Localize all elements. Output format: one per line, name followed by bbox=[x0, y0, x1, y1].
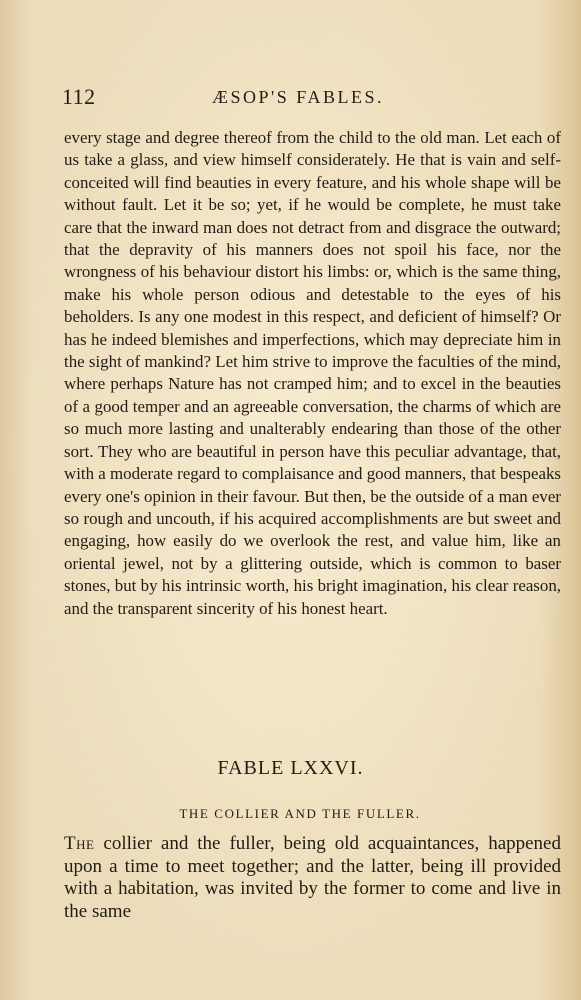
fable-subtitle: THE COLLIER AND THE FULLER. bbox=[179, 806, 421, 821]
fable-paragraph-text: collier and the fuller, being old acquaintances, happened upon a time to meet together; and the latter, being ill provided with a habitation, was invited by the former to come and live in the same bbox=[64, 833, 561, 922]
page-number: 112 bbox=[62, 84, 96, 109]
running-head bbox=[62, 84, 562, 114]
book-title: ÆSOP'S FABLES. bbox=[212, 87, 384, 107]
fable-heading: FABLE LXXVI. bbox=[217, 757, 364, 779]
moral-paragraph: every stage and degree thereof from the child to the old man. Let each of us take a glass, and view himself considerately. He that is vain and self-conceited will find beauties in every feature, and his whole shape will be without fault. Let it be so; yet, if he would be complete, he must take care that the inward man does not detract from and disgrace the outward; that the depravity of his manners does not spoil his face, nor the wrongness of his behaviour distort his limbs: or, which is the same thing, make his whole person odious and detestable to the eyes of his beholders. Is any one modest in this respect, and deficient of himself? Or has he indeed blemishes and imperfections, which may depreciate him in the sight of mankind? Let him strive to improve the faculties of the mind, where perhaps Nature has not cramped him; and to excel in the beauties of a good temper and an agreeable conversation, the charms of which are so much more lasting and unalterably endearing than those of the other sort. They who are beautiful in person have this peculiar advantage, that, with a moderate regard to complaisance and good manners, that bespeaks every one's opinion in their favour. But then, be the outside of a man ever so rough and uncouth, if his acquired accomplishments are but sweet and engaging, how easily do we overlook the rest, and value him, like an oriental jewel, not by a glittering outside, which is common to baser stones, but by his intrinsic worth, his bright imagination, his clear reason, and the transparent sincerity of his honest heart. bbox=[64, 128, 561, 618]
fable-lead-word: The bbox=[64, 833, 95, 854]
fable-opening-paragraph bbox=[64, 833, 561, 923]
